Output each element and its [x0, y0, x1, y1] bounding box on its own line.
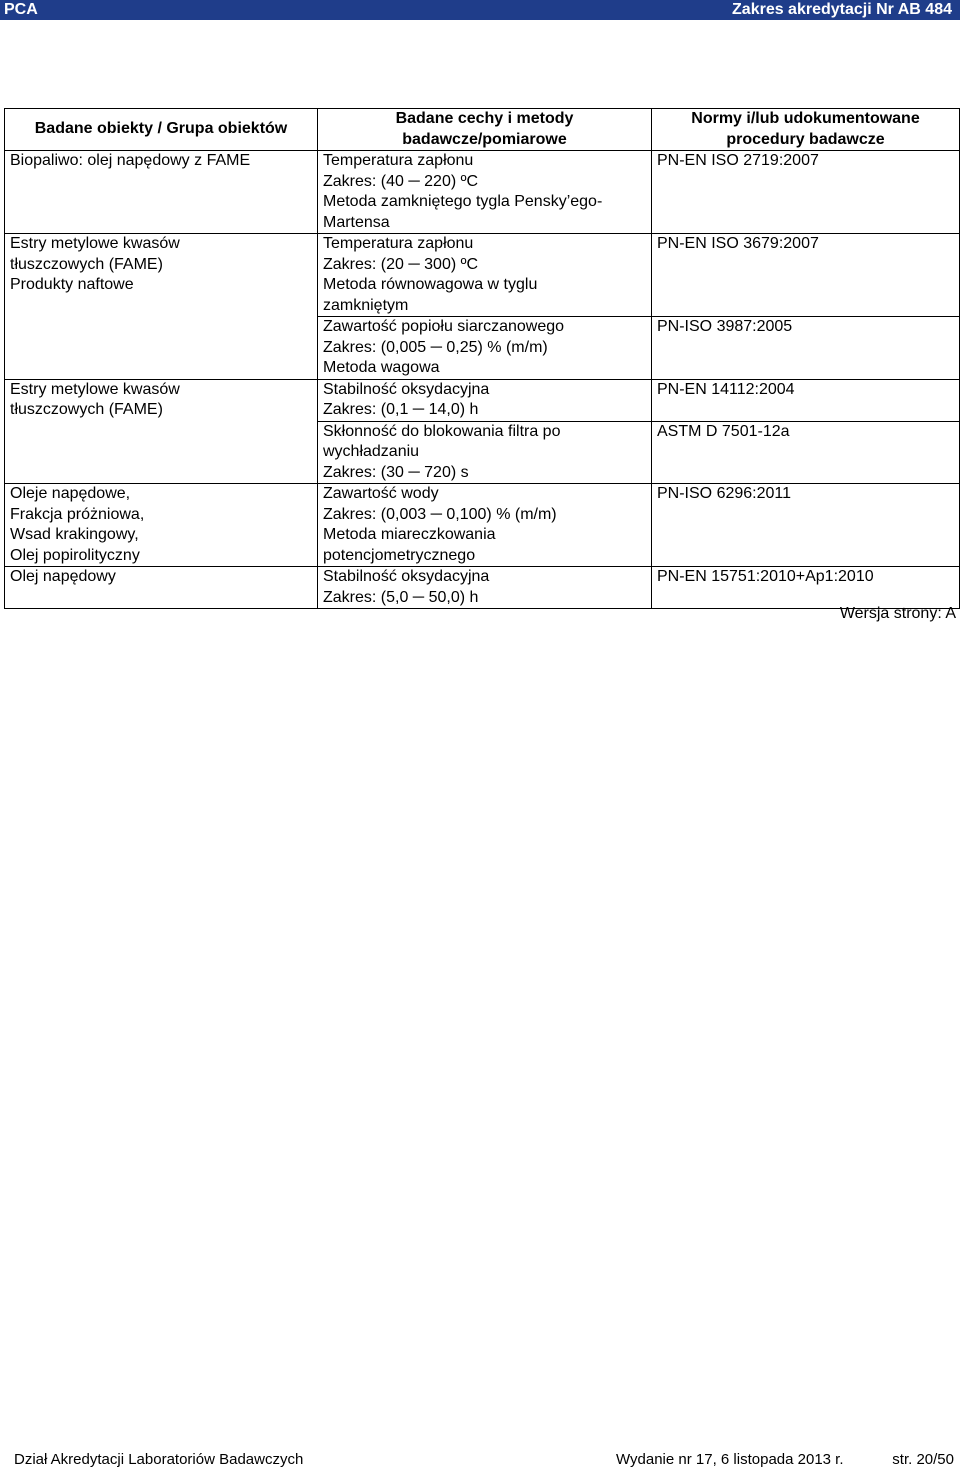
column-header-norms: Normy i/lub udokumentowane procedury badawcze [652, 109, 960, 151]
table-row [5, 379, 960, 421]
footer-page-number: str. 20/50 [892, 1451, 954, 1468]
objects-cell: Olej napędowy [5, 567, 318, 609]
objects-cell: Oleje napędowe, Frakcja próżniowa, Wsad krakingowy, Olej popirolityczny [5, 484, 318, 567]
methods-cell: Zawartość wody Zakres: (0,003 ─ 0,100) % (m/m) Metoda miareczkowania potencjometrycznego [318, 484, 652, 567]
methods-cell: Temperatura zapłonu Zakres: (20 ─ 300) ºC Metoda równowagowa w tyglu zamkniętym [318, 234, 652, 317]
page-version-note: Wersja strony: A [839, 605, 956, 622]
table-header-row [5, 109, 960, 151]
norm-cell: ASTM D 7501-12a [652, 421, 960, 484]
accreditation-table [4, 108, 960, 609]
norm-cell: PN-EN ISO 2719:2007 [652, 151, 960, 234]
objects-cell: Estry metylowe kwasów tłuszczowych (FAME) Produkty naftowe [5, 234, 318, 380]
header-bar [0, 0, 960, 20]
column-header-objects: Badane obiekty / Grupa obiektów [5, 109, 318, 151]
table-row [5, 484, 960, 567]
footer-lab-name: Dział Akredytacji Laboratoriów Badawczych [14, 1451, 304, 1468]
methods-cell: Stabilność oksydacyjna Zakres: (5,0 ─ 50,0) h [318, 567, 652, 609]
objects-cell: Biopaliwo: olej napędowy z FAME [5, 151, 318, 234]
table-row [5, 567, 960, 609]
document-title: Zakres akredytacji Nr AB 484 [732, 1, 952, 18]
norm-cell: PN-EN 15751:2010+Ap1:2010 [652, 567, 960, 609]
org-label: PCA [4, 1, 38, 18]
methods-cell: Temperatura zapłonu Zakres: (40 ─ 220) ºC Metoda zamkniętego tygla Pensky’ego- Martensa [318, 151, 652, 234]
footer-edition: Wydanie nr 17, 6 listopada 2013 r. [616, 1451, 844, 1468]
objects-cell: Estry metylowe kwasów tłuszczowych (FAME) [5, 379, 318, 484]
methods-cell: Skłonność do blokowania filtra po wychładzaniu Zakres: (30 ─ 720) s [318, 421, 652, 484]
norm-cell: PN-EN 14112:2004 [652, 379, 960, 421]
methods-cell: Stabilność oksydacyjna Zakres: (0,1 ─ 14,0) h [318, 379, 652, 421]
column-header-methods: Badane cechy i metody badawcze/pomiarowe [318, 109, 652, 151]
table-row [5, 151, 960, 234]
table-row [5, 234, 960, 317]
methods-cell: Zawartość popiołu siarczanowego Zakres: (0,005 ─ 0,25) % (m/m) Metoda wagowa [318, 317, 652, 380]
norm-cell: PN-ISO 3987:2005 [652, 317, 960, 380]
norm-cell: PN-EN ISO 3679:2007 [652, 234, 960, 317]
norm-cell: PN-ISO 6296:2011 [652, 484, 960, 567]
